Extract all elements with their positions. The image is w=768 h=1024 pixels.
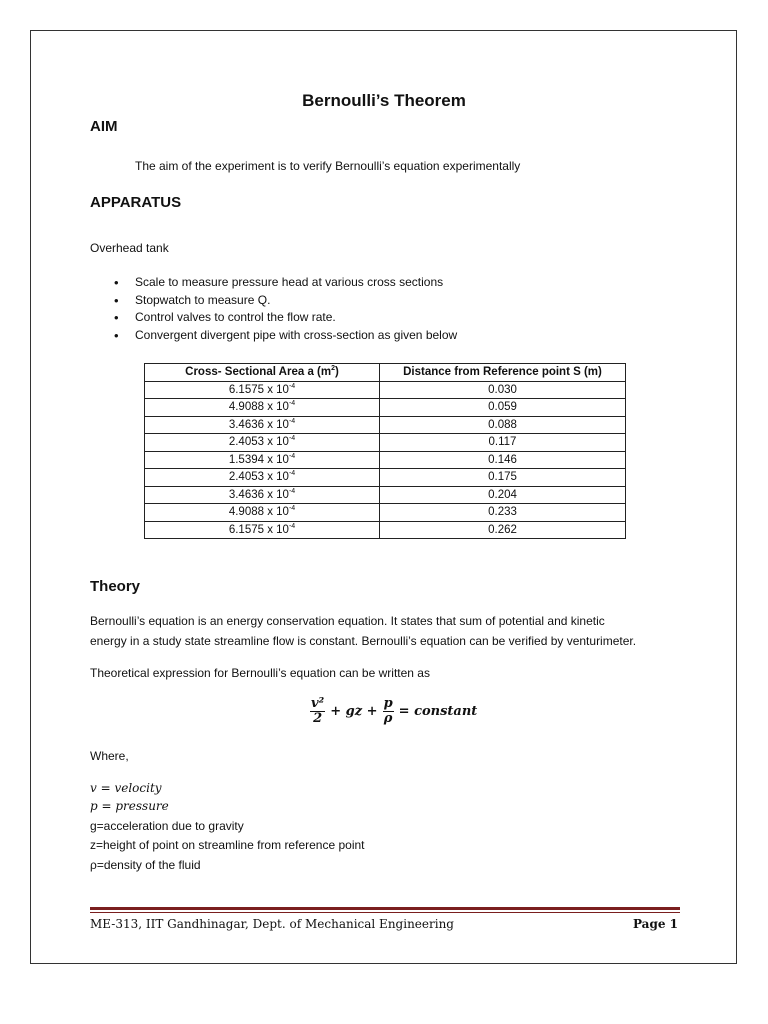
table-row xyxy=(145,451,626,469)
cell-distance: 0.030 xyxy=(380,381,626,399)
table-row xyxy=(145,416,626,434)
cell-area: 3.4636 x $10^{-4}$ xyxy=(145,416,380,434)
cell-area: 6.1575 x $10^{-4}$ xyxy=(145,381,380,399)
cell-area: 3.4636 x $10^{-4}$ xyxy=(145,486,380,504)
footer-page-number: Page 1 xyxy=(632,917,678,931)
apparatus-list xyxy=(90,274,457,344)
apparatus-item: • Scale to measure pressure head at various cross sections xyxy=(90,274,457,292)
table-row xyxy=(145,521,626,539)
footer-rule-thin xyxy=(90,912,680,913)
footer-rule xyxy=(90,907,680,910)
table-row xyxy=(145,486,626,504)
table-row xyxy=(145,504,626,522)
cell-distance: 0.262 xyxy=(380,521,626,539)
cell-area: 2.4053 x $10^{-4}$ xyxy=(145,469,380,487)
apparatus-heading: APPARATUS xyxy=(90,194,182,211)
apparatus-item: • Stopwatch to measure Q. xyxy=(90,292,457,310)
cell-distance: 0.117 xyxy=(380,434,626,452)
table-row xyxy=(145,434,626,452)
theory-heading: Theory xyxy=(90,578,141,595)
header-area: Cross- Sectional Area a $(m^2)$ xyxy=(145,364,380,382)
cross-section-table xyxy=(144,363,626,539)
aim-text: The aim of the experiment is to verify Bernoulli’s equation experimentally xyxy=(135,159,521,173)
header-distance: Distance from Reference point S (m) xyxy=(380,364,626,382)
table-body xyxy=(145,381,626,539)
table-header-row xyxy=(145,364,626,382)
theory-para2: Theoretical expression for Bernoulli’s equation can be written as xyxy=(90,666,430,680)
cell-area: 6.1575 x $10^{-4}$ xyxy=(145,521,380,539)
apparatus-item: • Control valves to control the flow rate. xyxy=(90,309,457,327)
cell-area: 4.9088 x $10^{-4}$ xyxy=(145,504,380,522)
theory-para1-line2: energy in a study state streamline flow is constant. Bernoulli’s equation can be verified by venturimeter. xyxy=(90,634,637,648)
document-title: Bernoulli’s Theorem xyxy=(302,91,466,110)
fraction-velocity: $\frac{\text{v²}}{2}$ xyxy=(311,696,325,726)
where-label: Where, xyxy=(90,749,129,763)
cell-distance: 0.233 xyxy=(380,504,626,522)
apparatus-intro: Overhead tank xyxy=(90,241,169,255)
cell-area: 2.4053 x $10^{-4}$ xyxy=(145,434,380,452)
cell-area: 4.9088 x $10^{-4}$ xyxy=(145,399,380,417)
table-row xyxy=(145,381,626,399)
def-height: z=height of point on streamline from reference point xyxy=(90,838,365,852)
cell-area: 1.5394 x $10^{-4}$ xyxy=(145,451,380,469)
cell-distance: 0.146 xyxy=(380,451,626,469)
cell-distance: 0.088 xyxy=(380,416,626,434)
cell-distance: 0.175 xyxy=(380,469,626,487)
def-pressure: p = pressure xyxy=(90,799,169,813)
def-velocity: v = velocity xyxy=(90,781,162,795)
def-gravity: g=acceleration due to gravity xyxy=(90,819,244,833)
cell-distance: 0.204 xyxy=(380,486,626,504)
table-row xyxy=(145,399,626,417)
theory-para1-line1: Bernoulli’s equation is an energy conservation equation. It states that sum of potential and kinetic xyxy=(90,614,605,628)
fraction-pressure: $\frac{p}{\rho}$ xyxy=(383,696,393,726)
def-density: ρ=density of the fluid xyxy=(90,858,201,872)
aim-heading: AIM xyxy=(90,118,118,135)
bernoulli-equation: $\frac{\text{v²}}{2}$ + gz + $\frac{p}{\rho}$ = constant xyxy=(311,696,478,726)
apparatus-item: • Convergent divergent pipe with cross-section as given below xyxy=(90,327,457,345)
footer-course: ME-313, IIT Gandhinagar, Dept. of Mechanical Engineering xyxy=(90,917,454,931)
cell-distance: 0.059 xyxy=(380,399,626,417)
table-row xyxy=(145,469,626,487)
